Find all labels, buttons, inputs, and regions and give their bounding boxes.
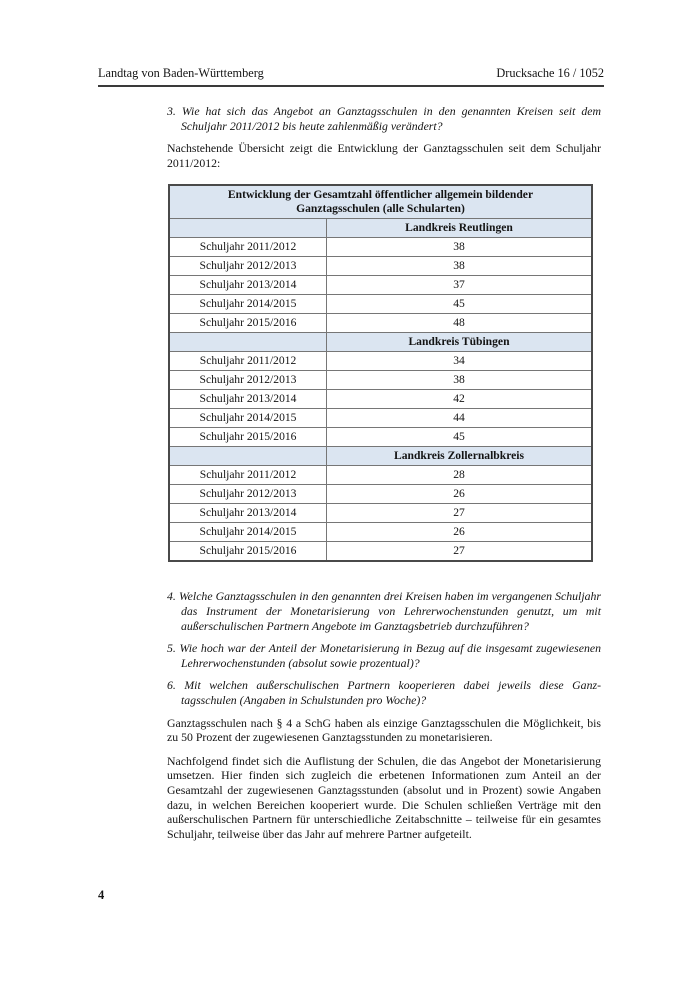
- table-cell-schuljahr: Schuljahr 2011/2012: [169, 238, 327, 257]
- table-row: [169, 238, 592, 257]
- table-head: [169, 185, 592, 219]
- table-title-row: [169, 185, 592, 219]
- intro-paragraph: Nachstehende Übersicht zeigt die Entwicklung der Ganztagsschulen seit dem Schuljahr 2011/2012:: [167, 141, 601, 170]
- question-4-number: 4.: [167, 589, 176, 604]
- question-5-number: 5.: [167, 641, 176, 656]
- document-header: [98, 66, 604, 87]
- table-section-heading: Landkreis Zollernalbkreis: [327, 447, 593, 466]
- table-row: [169, 542, 592, 562]
- table-cell-schuljahr: Schuljahr 2011/2012: [169, 352, 327, 371]
- table-cell-count: 26: [327, 523, 593, 542]
- table-section-row: [169, 333, 592, 352]
- question-5-text: Wie hoch war der Anteil der Monetarisierung in Bezug auf die insgesamt zugewiesenen Lehrerwochenstunden (absolut sowie prozentual)?: [179, 641, 601, 670]
- table-title: [169, 185, 592, 219]
- question-3-text: Wie hat sich das Angebot an Ganztagsschulen in den genannten Kreisen seit dem Schuljahr 2011/2012 bis heute zahlenmäßig verändert?: [181, 104, 602, 133]
- table-cell-count: 44: [327, 409, 593, 428]
- question-6-text: Mit welchen außerschulischen Partnern kooperieren dabei jeweils diese Ganztagsschulen (Angaben in Schulstunden pro Woche)?: [181, 678, 601, 707]
- body-paragraph-auflistung: Nachfolgend findet sich die Auflistung der Schulen, die das Angebot der Monetarisierung umsetzen. Hier finden sich zugleich die erbetenen Informationen zum Anteil an der Gesamtzahl der zugewiesenen Ganztagsstunden (absolut und in Prozent) sowie Angaben dazu, in welchen Bereichen kooperiert wurde. Die Schulen schließen Verträge mit den außerschulischen Partnern für unterschiedliche Zeitabschnitte – teilweise für ein gesamtes Schuljahr, teilweise über das Jahr auf mehrere Partner aufgeteilt.: [167, 753, 601, 841]
- table-cell-count: 27: [327, 542, 593, 562]
- table-cell-count: 38: [327, 257, 593, 276]
- table-row: [169, 257, 592, 276]
- table-row: [169, 371, 592, 390]
- table-section-row: [169, 447, 592, 466]
- question-3-number: 3.: [167, 104, 176, 118]
- table-cell-count: 45: [327, 295, 593, 314]
- table-title-line-1: Entwicklung der Gesamtzahl öffentlicher allgemein bildender: [227, 188, 534, 202]
- table-cell-count: 38: [327, 371, 593, 390]
- table-row: [169, 428, 592, 447]
- table-cell-schuljahr: Schuljahr 2013/2014: [169, 390, 327, 409]
- table-row: [169, 466, 592, 485]
- question-4: [167, 589, 601, 633]
- table-cell-schuljahr: Schuljahr 2015/2016: [169, 428, 327, 447]
- table-cell-count: 34: [327, 352, 593, 371]
- table-cell-schuljahr: Schuljahr 2013/2014: [169, 276, 327, 295]
- table-section-row: [169, 219, 592, 238]
- question-3: [167, 104, 601, 133]
- table-cell-count: 26: [327, 485, 593, 504]
- table-row: [169, 295, 592, 314]
- table-cell-count: 45: [327, 428, 593, 447]
- table-section-heading: Landkreis Tübingen: [327, 333, 593, 352]
- table-section-heading: Landkreis Reutlingen: [327, 219, 593, 238]
- table-section-empty-cell: [169, 447, 327, 466]
- table-row: [169, 390, 592, 409]
- table-cell-schuljahr: Schuljahr 2011/2012: [169, 466, 327, 485]
- body-paragraph-schg: Ganztagsschulen nach § 4 a SchG haben als einzige Ganztagsschulen die Möglichkeit, bis zu 50 Prozent der zugewiesenen Ganztagsstunden zu monetarisieren.: [167, 715, 601, 745]
- table-cell-count: 48: [327, 314, 593, 333]
- page-number: 4: [98, 888, 105, 902]
- header-publisher: Landtag von Baden-Württemberg: [98, 66, 264, 80]
- table-section-empty-cell: [169, 219, 327, 238]
- table-row: [169, 523, 592, 542]
- question-6-number: 6.: [167, 678, 176, 693]
- ganztagsschulen-table: [168, 184, 593, 562]
- table-cell-schuljahr: Schuljahr 2015/2016: [169, 542, 327, 562]
- table-row: [169, 352, 592, 371]
- table-title-line-2: Ganztagsschulen (alle Schularten): [296, 202, 465, 216]
- table-body: [169, 219, 592, 562]
- table-cell-schuljahr: Schuljahr 2014/2015: [169, 523, 327, 542]
- table-row: [169, 314, 592, 333]
- table-cell-schuljahr: Schuljahr 2012/2013: [169, 485, 327, 504]
- table-cell-schuljahr: Schuljahr 2013/2014: [169, 504, 327, 523]
- document-body: [167, 104, 601, 850]
- table-cell-count: 27: [327, 504, 593, 523]
- question-6: [167, 678, 601, 707]
- table-cell-schuljahr: Schuljahr 2012/2013: [169, 371, 327, 390]
- question-5: [167, 641, 601, 670]
- header-document-id: Drucksache 16 / 1052: [496, 66, 604, 80]
- table-cell-count: 37: [327, 276, 593, 295]
- table-cell-count: 42: [327, 390, 593, 409]
- table-row: [169, 409, 592, 428]
- table-row: [169, 276, 592, 295]
- table-cell-schuljahr: Schuljahr 2015/2016: [169, 314, 327, 333]
- table-cell-count: 38: [327, 238, 593, 257]
- table-cell-schuljahr: Schuljahr 2014/2015: [169, 295, 327, 314]
- question-4-text: Welche Ganztagsschulen in den genannten drei Kreisen haben im vergangenen Schuljahr das Instrument der Monetarisierung von Lehrerwochenstunden genutzt, um mit außerschulischen Partnern Angebote im Ganztagsbetrieb durchzuführen?: [178, 589, 601, 633]
- table-cell-count: 28: [327, 466, 593, 485]
- table-cell-schuljahr: Schuljahr 2014/2015: [169, 409, 327, 428]
- table-section-empty-cell: [169, 333, 327, 352]
- table-cell-schuljahr: Schuljahr 2012/2013: [169, 257, 327, 276]
- table-row: [169, 485, 592, 504]
- table-row: [169, 504, 592, 523]
